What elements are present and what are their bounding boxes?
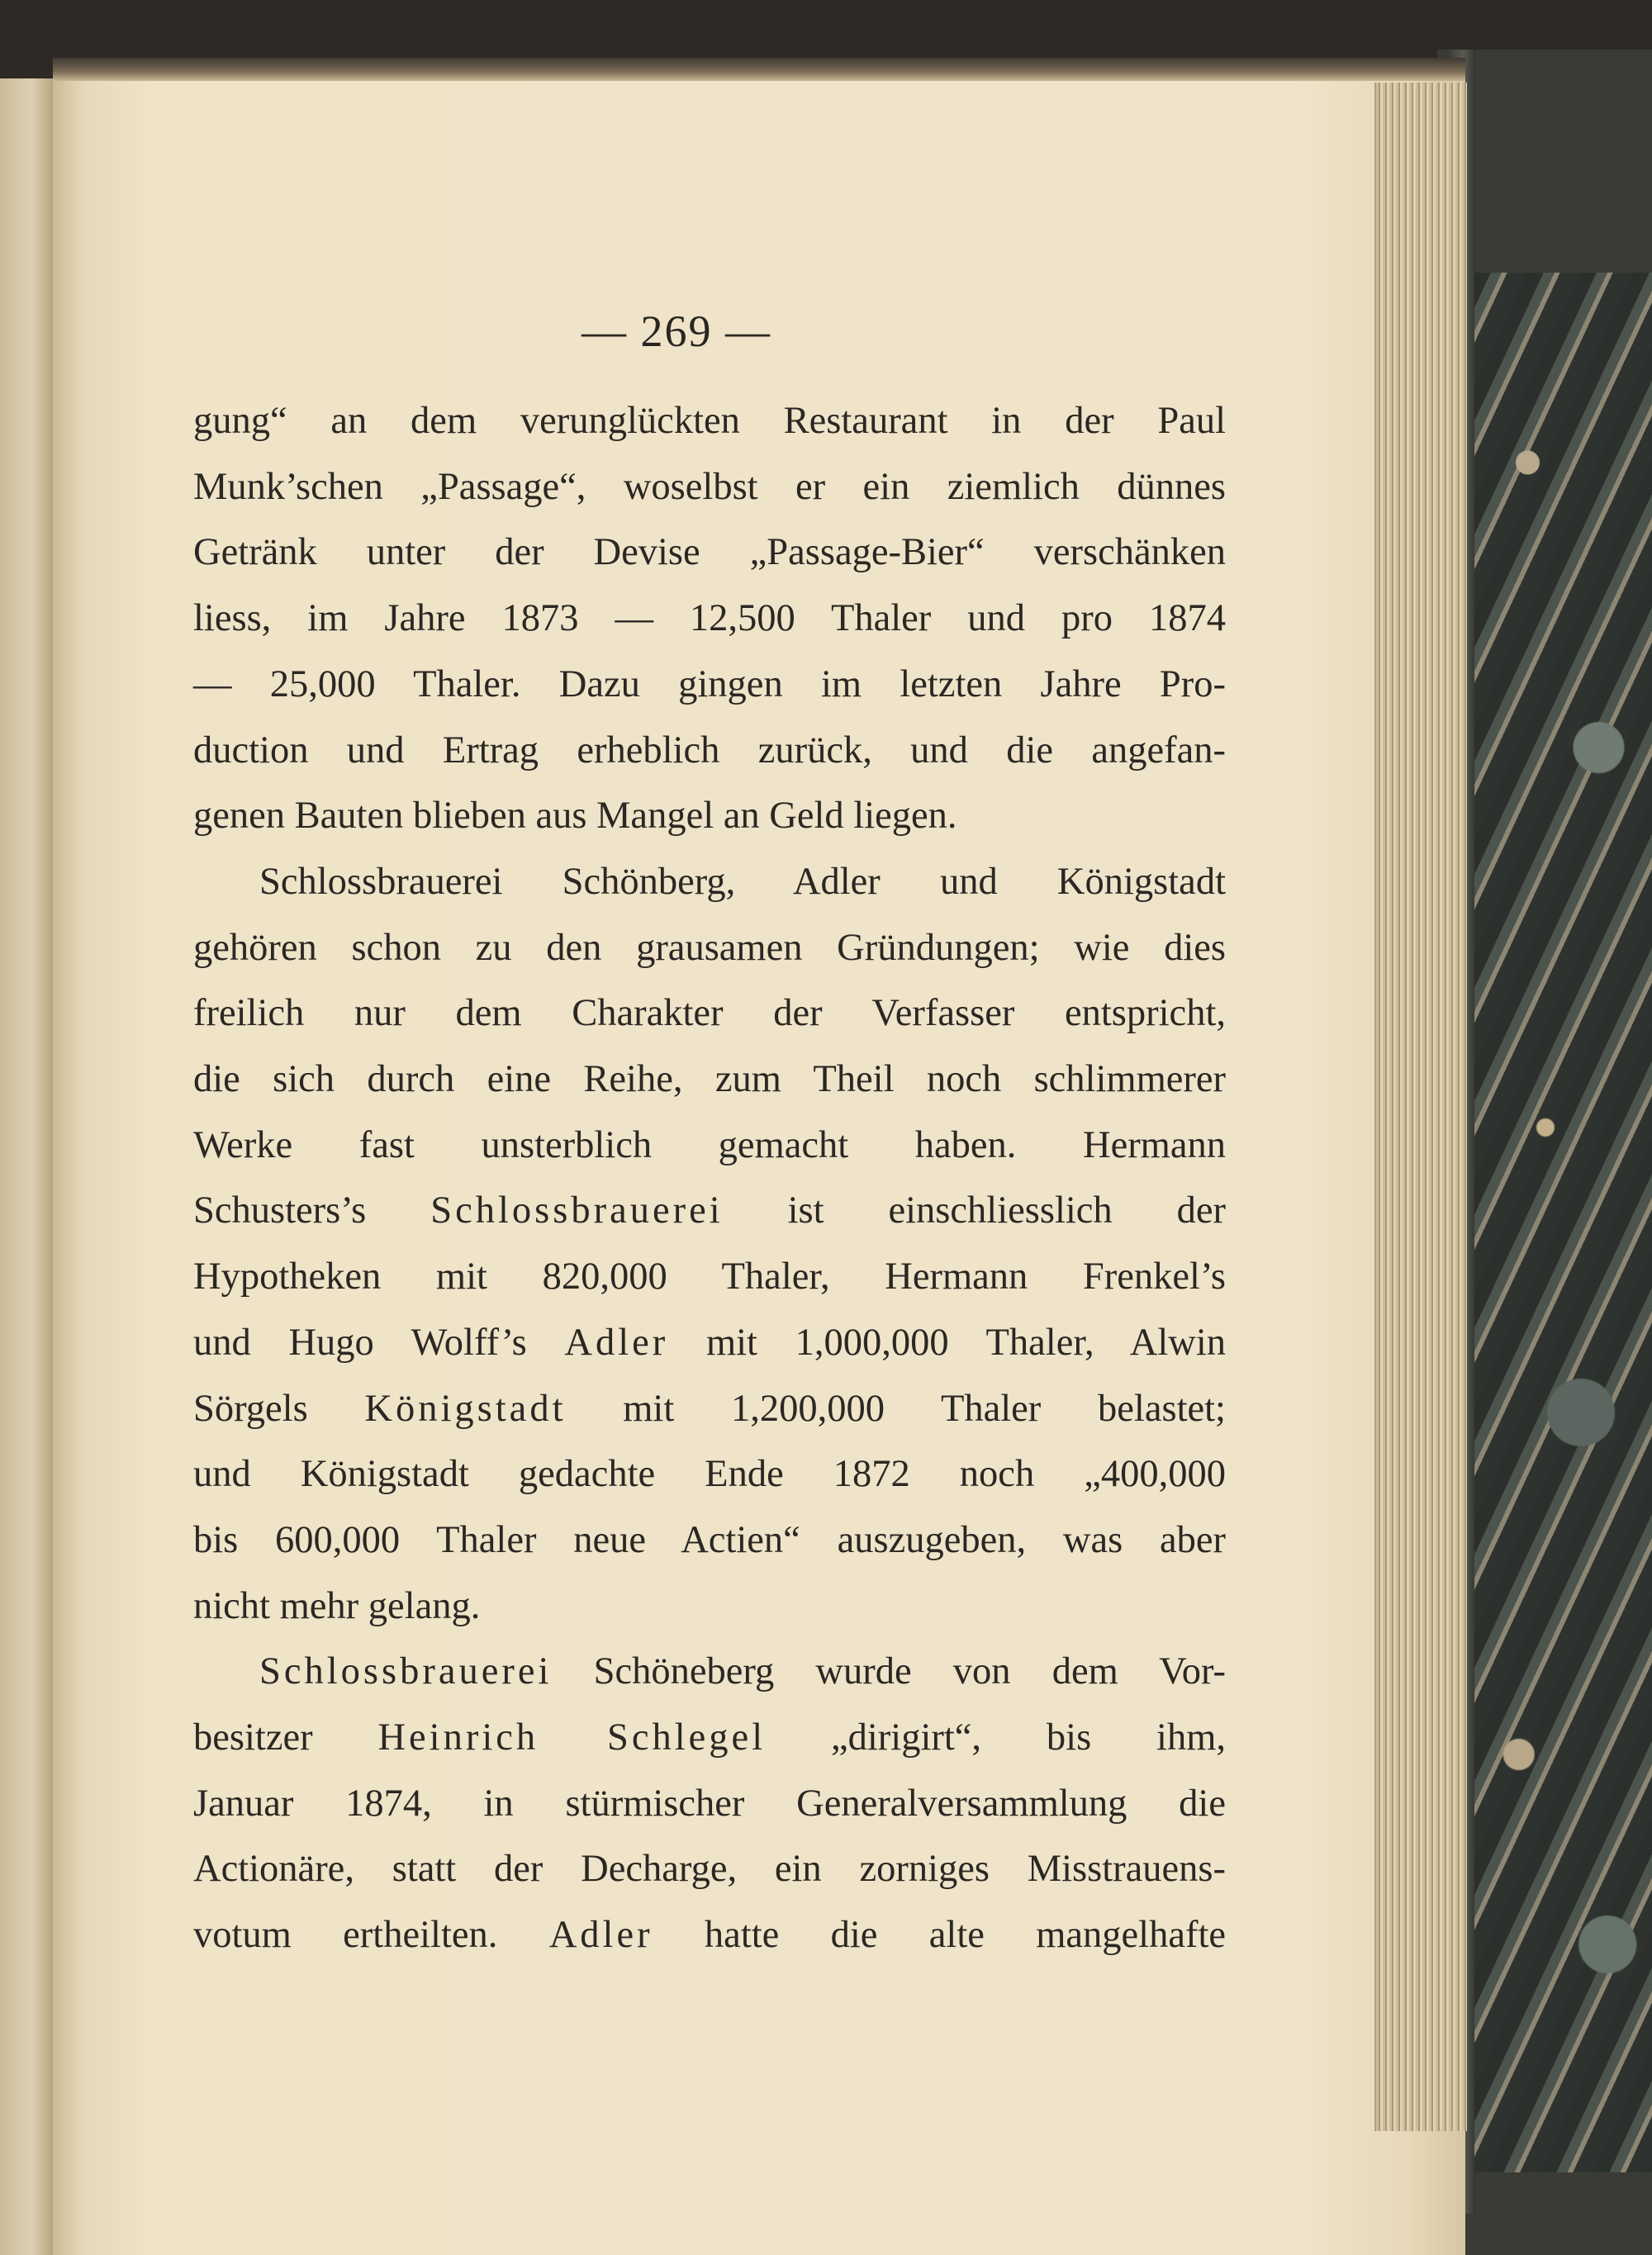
text-line [193, 1639, 1226, 1705]
page-top-edge [53, 58, 1465, 81]
text-line: gehören schon zu den grausamen Gründungen; wie dies [193, 926, 1226, 969]
text-line: liess, im Jahre 1873 — 12,500 Thaler und pro 1874 [193, 597, 1226, 640]
text-line: Januar 1874, in stürmischer Generalversammlung die [193, 1782, 1226, 1825]
text-run: hatte die alte mangelhafte [653, 1914, 1227, 1957]
text-line [193, 1178, 1226, 1244]
left-facing-page [0, 78, 55, 2255]
spaced-emphasis: Schlossbrauerei [430, 1189, 724, 1232]
text-line [193, 1705, 1226, 1771]
text-line: Getränk unter der Devise „Passage-Bier“ verschänken [193, 531, 1226, 574]
page-fore-edge [1374, 83, 1467, 2131]
text-run: ist einschliesslich der [723, 1189, 1227, 1232]
spaced-emphasis: Adler [564, 1321, 669, 1364]
text-line: gung“ an dem verunglückten Restaurant in der Paul [193, 400, 1226, 442]
text-line [193, 1902, 1226, 1968]
text-line: genen Bauten blieben aus Mangel an Geld liegen. [193, 795, 957, 838]
spaced-emphasis: Adler [548, 1914, 653, 1957]
text-line [193, 1310, 1226, 1376]
book-page [53, 58, 1465, 2255]
text-run: mit 1,000,000 Thaler, Alwin [668, 1321, 1226, 1364]
text-run: „dirigirt“, bis ihm, [766, 1716, 1226, 1759]
page-number: — 269 — [582, 306, 771, 356]
text-line: die sich durch eine Reihe, zum Theil noch schlimmerer [193, 1058, 1226, 1101]
spaced-emphasis: Heinrich Schlegel [377, 1716, 767, 1759]
text-line [193, 1376, 1226, 1442]
body-text [193, 388, 1226, 1968]
text-line: nicht mehr gelang. [193, 1584, 481, 1627]
text-run: votum ertheilten. [193, 1914, 549, 1957]
text-run: Schusters’s [193, 1189, 431, 1232]
text-run: besitzer [193, 1716, 378, 1759]
text-run: Sörgels [193, 1387, 365, 1430]
text-line: Schlossbrauerei Schönberg, Adler und Königstadt [259, 860, 1226, 903]
spaced-emphasis: Königstadt [364, 1387, 567, 1430]
text-run: mit 1,200,000 Thaler belastet; [566, 1387, 1226, 1430]
text-run: und Hugo Wolff’s [193, 1321, 565, 1364]
marbled-endpaper [1474, 273, 1652, 2172]
text-line: — 25,000 Thaler. Dazu gingen im letzten Jahre Pro- [193, 662, 1226, 705]
text-line: Munk’schen „Passage“, woselbst er ein ziemlich dünnes [193, 465, 1226, 508]
text-line: und Königstadt gedachte Ende 1872 noch „400,000 [193, 1453, 1226, 1496]
text-run: Schöneberg wurde von dem Vor- [552, 1650, 1226, 1693]
spaced-emphasis: Schlossbrauerei [259, 1650, 553, 1693]
text-line: Werke fast unsterblich gemacht haben. Hermann [193, 1123, 1226, 1166]
text-line: Hypotheken mit 820,000 Thaler, Hermann Frenkel’s [193, 1256, 1226, 1298]
text-line: Actionäre, statt der Decharge, ein zorniges Misstrauens- [193, 1848, 1226, 1891]
text-line: duction und Ertrag erheblich zurück, und die angefan- [193, 729, 1226, 771]
text-line: bis 600,000 Thaler neue Actien“ auszugeben, was aber [193, 1518, 1226, 1561]
text-line: freilich nur dem Charakter der Verfasser entspricht, [193, 992, 1226, 1035]
